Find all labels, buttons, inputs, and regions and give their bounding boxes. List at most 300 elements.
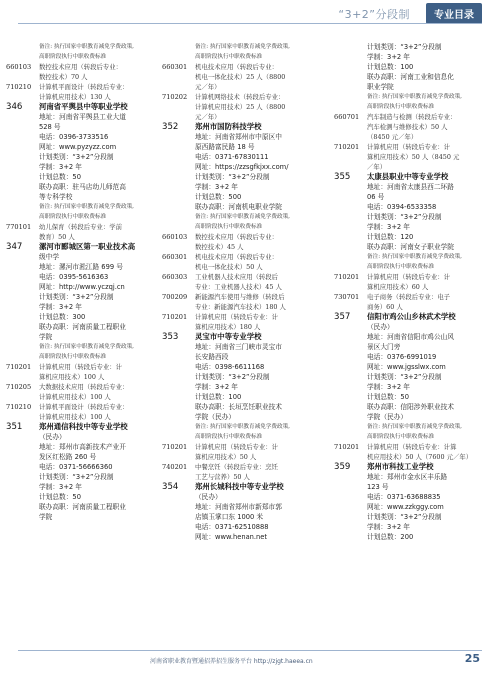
entry-text: 计划类别：“3+2”分段制	[367, 513, 442, 521]
entry-code	[162, 192, 195, 202]
entry-text: 528 号	[39, 123, 61, 131]
footer-divider	[18, 650, 482, 651]
major-entry	[162, 272, 328, 282]
entry-code	[162, 532, 195, 542]
entry-text: （民办）	[195, 493, 222, 501]
entry-text: 计划总数：500	[195, 193, 242, 201]
major-entry	[162, 292, 328, 302]
major-entry	[162, 252, 328, 262]
entry-code	[334, 342, 367, 352]
entry-text: 计算机应用（转段后专业：计	[195, 443, 279, 451]
entry-code	[162, 222, 195, 232]
major-entry	[162, 62, 328, 72]
entry-text: 新能源汽车使用与维修（转段后	[195, 293, 285, 301]
entry-text: （8450 元／年）	[367, 133, 418, 141]
entry-code	[334, 182, 367, 192]
info-line	[334, 192, 494, 202]
info-line	[334, 42, 494, 52]
entry-text: 汽车制造与检测（转段后专业：	[367, 113, 457, 121]
entry-code	[6, 72, 39, 82]
info-line	[162, 142, 328, 152]
entry-text: 联办高职：河南女子职业学院	[367, 243, 454, 251]
entry-code: 770101	[6, 223, 32, 231]
entry-code	[334, 52, 367, 62]
entry-text: 汽车检测与维修技术）50 人	[367, 123, 448, 131]
major-entry	[6, 362, 156, 372]
page-number: 25	[464, 652, 480, 665]
entry-text: 计算机应用（转段后专业：计	[195, 313, 279, 321]
entry-text: 灵宝市中等专业学校	[195, 332, 262, 341]
entry-code	[162, 472, 195, 482]
entry-text: 计划总数：200	[367, 533, 414, 541]
entry-code	[6, 482, 39, 492]
entry-code	[6, 352, 39, 362]
major-entry	[334, 152, 494, 162]
note-line	[334, 262, 494, 272]
entry-text: 机电一体化技术）50 人	[195, 263, 263, 271]
entry-code	[162, 452, 195, 462]
info-line	[334, 322, 494, 332]
entry-text: 算机应用技术）50 人（8450 元	[367, 153, 460, 161]
entry-text: 学制：3+2 年	[195, 383, 238, 391]
entry-code	[6, 292, 39, 302]
entry-text: 工业机器人技术应用（转段后	[195, 273, 279, 281]
entry-code: 660303	[162, 273, 188, 281]
major-entry	[162, 262, 328, 272]
entry-code	[162, 512, 195, 522]
major-entry	[6, 92, 156, 102]
entry-code	[162, 42, 195, 52]
entry-code	[162, 82, 195, 92]
entry-code	[334, 122, 367, 132]
info-line	[334, 82, 494, 92]
entry-text: 123 号	[367, 483, 389, 491]
entry-code	[334, 302, 367, 312]
entry-code: 710201	[334, 443, 360, 451]
info-line	[6, 482, 156, 492]
entry-text: 高职阶段执行中职收费标准	[195, 54, 263, 60]
entry-text: 幼儿保育（转段后专业：学前	[39, 223, 123, 231]
note-line	[162, 222, 328, 232]
entry-text: 地址：河南省郑州市新郑市郭	[195, 503, 282, 511]
info-line	[334, 472, 494, 482]
entry-code	[6, 392, 39, 402]
info-line	[334, 532, 494, 542]
entry-code	[6, 162, 39, 172]
info-line	[334, 332, 494, 342]
entry-text: 算机应用技术）60 人	[367, 283, 429, 291]
entry-text: 中餐烹饪（转段后专业：烹饪	[195, 463, 279, 471]
entry-code	[6, 172, 39, 182]
entry-code	[6, 122, 39, 132]
info-line	[162, 152, 328, 162]
school-entry-title	[6, 242, 156, 252]
entry-text: 计划类别：“3+2”分段制	[195, 373, 270, 381]
entry-code	[162, 152, 195, 162]
entry-text: 联办高职：河南机电职业学院	[195, 203, 282, 211]
entry-code	[162, 412, 195, 422]
entry-code	[6, 52, 39, 62]
school-entry-title	[334, 312, 494, 322]
entry-code	[162, 302, 195, 312]
info-line	[6, 292, 156, 302]
note-line	[334, 252, 494, 262]
entry-code: 351	[6, 422, 23, 432]
entry-text: 地址：郑州市金水区丰乐路	[367, 473, 448, 481]
entry-code: 740201	[162, 463, 188, 471]
entry-text: 电话：0395-5616363	[39, 273, 109, 281]
major-entry	[6, 382, 156, 392]
info-line	[162, 192, 328, 202]
info-line	[334, 222, 494, 232]
entry-code	[334, 452, 367, 462]
info-line	[334, 392, 494, 402]
entry-code	[334, 362, 367, 372]
entry-code	[162, 342, 195, 352]
header-badge: 专业目录	[426, 3, 482, 24]
entry-code	[162, 172, 195, 182]
info-line	[6, 492, 156, 502]
entry-text: 机电技术应用（转段后专业：	[195, 63, 279, 71]
entry-text: 学制：3+2 年	[367, 383, 410, 391]
entry-code	[162, 162, 195, 172]
entry-code	[334, 472, 367, 482]
info-line	[6, 172, 156, 182]
entry-text: 计算机应用技术）130 人	[39, 93, 111, 101]
column-2	[156, 42, 328, 647]
info-line	[6, 182, 156, 192]
entry-text: 学制：3+2 年	[195, 183, 238, 191]
entry-code: 710201	[162, 443, 188, 451]
major-entry	[334, 272, 494, 282]
major-entry	[334, 302, 494, 312]
major-entry	[162, 452, 328, 462]
info-line	[162, 382, 328, 392]
entry-text: 地址：河南省郑州市中原区中	[195, 133, 282, 141]
entry-code	[162, 362, 195, 372]
entry-code: 353	[162, 332, 179, 342]
major-entry	[334, 142, 494, 152]
info-line	[334, 342, 494, 352]
entry-text: 联办高职：河南质量工程职业	[39, 323, 126, 331]
entry-text: 元／年）	[195, 113, 221, 121]
note-line	[162, 52, 328, 62]
entry-code	[6, 342, 39, 352]
entry-code	[334, 262, 367, 272]
entry-code	[162, 142, 195, 152]
entry-text: 学制：3+2 年	[367, 53, 410, 61]
entry-text: 专业：工业机器人技术）45 人	[195, 283, 282, 291]
major-entry	[6, 412, 156, 422]
major-entry	[6, 72, 156, 82]
entry-code	[6, 152, 39, 162]
entry-code	[6, 312, 39, 322]
info-line	[334, 482, 494, 492]
entry-text: 联办高职：信阳涉外职业技术	[367, 403, 454, 411]
info-line	[334, 232, 494, 242]
entry-text: 学院（民办）	[367, 413, 408, 421]
note-line	[6, 212, 156, 222]
note-line	[334, 432, 494, 442]
entry-text: 高职阶段执行中职收费标准	[367, 104, 435, 110]
entry-code: 660301	[162, 253, 188, 261]
entry-code: 357	[334, 312, 351, 322]
entry-text: 计算机网络技术（转段后专业：	[195, 93, 285, 101]
entry-text: 备注: 执行国家中职教育减免学费政策,	[39, 44, 134, 50]
entry-code	[6, 112, 39, 122]
entry-text: 地址：漯河市淞江路 699 号	[39, 263, 123, 271]
major-entry	[6, 392, 156, 402]
info-line	[162, 502, 328, 512]
entry-text: 网址：www.zzkggy.com	[367, 503, 444, 511]
major-entry	[162, 112, 328, 122]
info-line	[162, 532, 328, 542]
directory-columns	[6, 42, 494, 647]
entry-code	[334, 532, 367, 542]
entry-code	[334, 482, 367, 492]
entry-text: 郑州长城科技中等专业学校	[195, 482, 284, 491]
entry-code	[6, 192, 39, 202]
entry-text: 电子商务（转段后专业：电子	[367, 293, 451, 301]
entry-code	[334, 522, 367, 532]
major-entry	[6, 372, 156, 382]
major-entry	[334, 122, 494, 132]
info-line	[6, 272, 156, 282]
entry-text: 联办高职：河南质量工程职业	[39, 503, 126, 511]
entry-code	[6, 202, 39, 212]
entry-code	[6, 92, 39, 102]
entry-text: 发区红松路 260 号	[39, 453, 97, 461]
school-entry-title	[334, 172, 494, 182]
major-entry	[162, 442, 328, 452]
entry-text: 地址：河南省三门峡市灵宝市	[195, 343, 282, 351]
entry-code	[6, 212, 39, 222]
entry-code	[334, 212, 367, 222]
entry-code	[162, 392, 195, 402]
note-line	[162, 432, 328, 442]
entry-text: 联办高职：长垣烹饪职业技术	[195, 403, 282, 411]
entry-code	[334, 132, 367, 142]
entry-text: 计算机应用技术）100 人	[39, 393, 111, 401]
major-entry	[334, 132, 494, 142]
entry-code	[6, 132, 39, 142]
entry-code: 346	[6, 102, 23, 112]
entry-text: 郑州市科技工业学校	[367, 462, 434, 471]
entry-code: 347	[6, 242, 23, 252]
entry-code	[162, 322, 195, 332]
info-line	[6, 132, 156, 142]
entry-text: 备注: 执行国家中职教育减免学费政策,	[39, 204, 134, 210]
entry-code	[6, 262, 39, 272]
info-line	[6, 192, 156, 202]
info-line	[6, 472, 156, 482]
info-line	[334, 372, 494, 382]
entry-text: 学院（民办）	[195, 413, 236, 421]
entry-text: 电话：0371-62510888	[195, 523, 269, 531]
major-entry	[334, 442, 494, 452]
entry-text: 备注: 执行国家中职教育减免学费政策,	[195, 214, 290, 220]
entry-code	[6, 272, 39, 282]
info-line	[334, 72, 494, 82]
info-line	[162, 492, 328, 502]
entry-code	[6, 302, 39, 312]
entry-code	[6, 462, 39, 472]
entry-code	[162, 102, 195, 112]
entry-text: 电话：0371-67830111	[195, 153, 269, 161]
entry-text: 备注: 执行国家中职教育减免学费政策,	[195, 44, 290, 50]
info-line	[162, 522, 328, 532]
info-line	[162, 352, 328, 362]
note-line	[6, 42, 156, 52]
entry-text: 网址：www.henan.net	[195, 533, 268, 541]
info-line	[6, 322, 156, 332]
entry-text: 河南省平舆县中等职业学校	[39, 102, 128, 111]
entry-code	[334, 232, 367, 242]
note-line	[334, 92, 494, 102]
school-entry-title	[334, 462, 494, 472]
school-entry-title	[162, 122, 328, 132]
entry-code	[162, 352, 195, 362]
entry-text: 学制：3+2 年	[367, 223, 410, 231]
entry-code	[334, 152, 367, 162]
entry-code	[334, 102, 367, 112]
major-entry	[6, 82, 156, 92]
entry-text: 学制：3+2 年	[39, 303, 82, 311]
entry-text: 网址：https://zzsgfkjxx.com/	[195, 163, 289, 171]
info-line	[162, 412, 328, 422]
entry-text: 学院	[39, 333, 53, 341]
info-line	[334, 62, 494, 72]
entry-text: 计算机应用技术）25 人（8800	[195, 103, 286, 111]
entry-text: 计划总数：50	[39, 173, 81, 181]
entry-code: 710201	[162, 313, 188, 321]
entry-code	[6, 322, 39, 332]
entry-code	[6, 182, 39, 192]
entry-code	[6, 42, 39, 52]
info-line	[6, 302, 156, 312]
info-line	[6, 432, 156, 442]
info-line	[6, 512, 156, 522]
entry-code: 660301	[162, 63, 188, 71]
entry-text: 计划类别：“3+2”分段制	[367, 43, 442, 51]
entry-text: 计划类别：“3+2”分段制	[39, 293, 114, 301]
entry-text: 等专科学校	[39, 193, 73, 201]
info-line	[6, 452, 156, 462]
entry-text: 计算机平面设计（转段后专业：	[39, 83, 129, 91]
entry-code	[334, 162, 367, 172]
entry-text: 计划总数：300	[39, 313, 86, 321]
entry-code	[6, 492, 39, 502]
entry-text: （民办）	[39, 433, 66, 441]
entry-code: 352	[162, 122, 179, 132]
info-line	[334, 502, 494, 512]
entry-code	[6, 432, 39, 442]
entry-text: 计划总数：50	[39, 493, 81, 501]
info-line	[162, 372, 328, 382]
major-entry	[162, 472, 328, 482]
entry-text: 备注: 执行国家中职教育减免学费政策,	[367, 94, 462, 100]
entry-text: 电话：0398-6611168	[195, 363, 265, 371]
entry-text: 地址：河南省平舆县工业大道	[39, 113, 126, 121]
entry-code	[6, 412, 39, 422]
entry-code	[334, 352, 367, 362]
entry-text: 高职阶段执行中职收费标准	[195, 434, 263, 440]
school-entry-title	[162, 482, 328, 492]
entry-text: 电话：0376-6991019	[367, 353, 437, 361]
major-entry	[334, 112, 494, 122]
major-entry	[334, 292, 494, 302]
info-line	[334, 202, 494, 212]
entry-text: 大数据技术应用（转段后专业：	[39, 383, 129, 391]
entry-code	[334, 502, 367, 512]
info-line	[162, 362, 328, 372]
entry-text: 郑州市国防科技学校	[195, 122, 262, 131]
note-line	[334, 102, 494, 112]
info-line	[334, 182, 494, 192]
entry-code: 710201	[6, 363, 32, 371]
info-line	[6, 162, 156, 172]
column-1	[6, 42, 156, 647]
entry-text: 原西路富民路 18 号	[195, 143, 255, 151]
entry-text: 计划类别：“3+2”分段制	[367, 213, 442, 221]
major-entry	[6, 402, 156, 412]
note-line	[162, 422, 328, 432]
entry-text: 信阳市鸡公山乡林武术学校	[367, 312, 456, 321]
entry-code: 660103	[162, 233, 188, 241]
entry-code	[6, 502, 39, 512]
entry-code	[334, 242, 367, 252]
entry-text: 计算机应用技术）100 人	[39, 413, 111, 421]
entry-code	[334, 412, 367, 422]
info-line	[162, 202, 328, 212]
info-line	[162, 342, 328, 352]
entry-text: 郑州通信科技中等专业学校	[39, 422, 128, 431]
school-entry-title	[6, 422, 156, 432]
entry-text: 备注: 执行国家中职教育减免学费政策,	[367, 424, 462, 430]
entry-text: 学制：3+2 年	[367, 523, 410, 531]
note-line	[162, 212, 328, 222]
major-entry	[162, 82, 328, 92]
info-line	[6, 112, 156, 122]
info-line	[162, 172, 328, 182]
entry-text: 漯河市郾城区第一职业技术高	[39, 242, 136, 251]
entry-code	[162, 432, 195, 442]
major-entry	[162, 232, 328, 242]
entry-code	[334, 322, 367, 332]
major-entry	[334, 162, 494, 172]
entry-text: 计划总数：100	[195, 393, 242, 401]
major-entry	[6, 232, 156, 242]
entry-code	[162, 422, 195, 432]
major-entry	[162, 102, 328, 112]
entry-code	[6, 142, 39, 152]
entry-text: 备注: 执行国家中职教育减免学费政策,	[195, 424, 290, 430]
entry-code	[162, 212, 195, 222]
entry-code	[334, 432, 367, 442]
entry-text: 商务）60 人	[367, 303, 403, 311]
note-line	[162, 42, 328, 52]
entry-text: 景区大门旁	[367, 343, 401, 351]
entry-text: 级中学	[39, 253, 60, 261]
entry-text: 元／年）	[195, 83, 221, 91]
entry-code	[6, 252, 39, 262]
info-line	[6, 252, 156, 262]
entry-text: 数控技术）45 人	[195, 243, 244, 251]
info-line	[334, 522, 494, 532]
entry-code	[334, 92, 367, 102]
school-entry-title	[162, 332, 328, 342]
info-line	[334, 402, 494, 412]
